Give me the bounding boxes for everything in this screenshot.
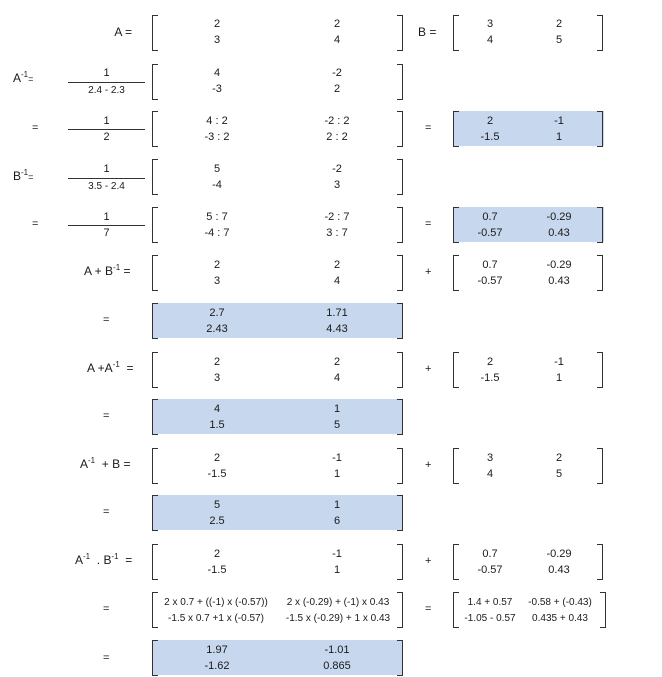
equals-sign: = xyxy=(103,603,110,615)
cell-Ainv-11: 2 xyxy=(486,356,494,368)
cell-Ainv-21: -1.5 xyxy=(207,564,227,576)
cell-sum3-11: 5 xyxy=(213,499,221,511)
cell-Ainv-11: 2 xyxy=(213,452,221,464)
cell-prodsimpl-12: -0.58 + (-0.43) xyxy=(528,597,592,608)
equals-sign: = xyxy=(103,506,110,518)
cell-adjB-22: 3 xyxy=(333,179,341,191)
cell-adjBdiv-22: 3 : 7 xyxy=(326,227,348,239)
equals-sign: = xyxy=(32,122,39,134)
cell-adjA-11: 4 xyxy=(213,67,221,79)
cell-A-22: 4 xyxy=(333,372,341,384)
cell-A-11: 2 xyxy=(213,259,221,271)
cell-Ainv-12: -1 xyxy=(554,356,564,368)
cell-B-11: 3 xyxy=(486,18,494,30)
fraction-bar xyxy=(68,178,145,179)
cell-adjBdiv-12: -2 : 7 xyxy=(324,211,350,223)
bracket-right xyxy=(597,544,603,580)
fraction-numerator: 1 xyxy=(103,163,110,175)
cell-Ainv-22: 1 xyxy=(333,564,341,576)
cell-B-11: 3 xyxy=(486,452,494,464)
cell-B-21: 4 xyxy=(486,468,494,480)
cell-adjAdiv-11: 4 : 2 xyxy=(206,115,228,127)
cell-Binv-21: -0.57 xyxy=(477,227,503,239)
bracket-right xyxy=(597,15,603,51)
equals-sign: = xyxy=(425,218,432,230)
bracket-left xyxy=(453,448,459,484)
cell-Binv-11: 0.7 xyxy=(482,211,498,223)
fraction-denominator: 2 xyxy=(103,131,110,143)
cell-prodsimpl-11: 1.4 + 0.57 xyxy=(467,597,513,608)
fraction-denominator: 2.4 - 2.3 xyxy=(88,85,125,96)
bracket-left xyxy=(453,111,459,147)
plus-sign: + xyxy=(425,555,432,567)
equals-sign: = xyxy=(425,122,432,134)
bracket-left xyxy=(152,640,158,676)
cell-A-11: 2 xyxy=(213,356,221,368)
cell-Binv-22: 0.43 xyxy=(548,564,570,576)
cell-adjAdiv-12: -2 : 2 xyxy=(324,115,350,127)
fraction-bar xyxy=(68,225,145,226)
cell-A-22: 4 xyxy=(333,275,341,287)
bracket-left xyxy=(453,15,459,51)
cell-Ainv-11: 2 xyxy=(486,115,494,127)
cell-B-21: 4 xyxy=(486,34,494,46)
bracket-left xyxy=(152,448,158,484)
fraction-numerator: 1 xyxy=(103,67,110,79)
fraction-denominator: 7 xyxy=(103,227,110,239)
cell-Binv-21: -0.57 xyxy=(477,275,503,287)
cell-Ainv-21: -1.5 xyxy=(480,372,500,384)
cell-B-12: 2 xyxy=(555,18,563,30)
bracket-right xyxy=(397,399,403,435)
label-b-eq: B = xyxy=(418,25,437,39)
cell-prodres-12: -1.01 xyxy=(324,644,350,656)
label-a-plus-a-inverse: $A +A^{-1}$ = xyxy=(87,360,134,375)
cell-sum3-21: 2.5 xyxy=(209,515,225,527)
bracket-left xyxy=(453,255,459,291)
equals-sign: = xyxy=(103,652,110,664)
plus-sign: + xyxy=(425,266,432,278)
cell-Binv-12: -0.29 xyxy=(546,259,572,271)
label-a-inverse-dot-b-inverse: $A^{-1}$ . $B^{-1}$ = xyxy=(75,552,133,567)
cell-Ainv-12: -1 xyxy=(554,115,564,127)
bracket-right xyxy=(397,303,403,339)
bracket-right xyxy=(397,592,403,628)
bracket-right xyxy=(397,159,403,195)
plus-sign: + xyxy=(425,363,432,375)
cell-prodexpr-21: -1.5 x 0.7 +1 x (-0.57) xyxy=(168,613,264,624)
cell-adjA-22: 2 xyxy=(333,83,341,95)
equals-sign: = xyxy=(425,603,432,615)
cell-A-12: 2 xyxy=(333,18,341,30)
label-a-inverse: $A^{-1}=$ xyxy=(13,70,34,85)
cell-sum1-11: 2.7 xyxy=(209,307,225,319)
cell-adjAdiv-21: -3 : 2 xyxy=(204,131,230,143)
bracket-right xyxy=(397,15,403,51)
bracket-left xyxy=(453,352,459,388)
bracket-right xyxy=(597,207,603,243)
bracket-right xyxy=(397,111,403,147)
cell-A-21: 3 xyxy=(213,34,221,46)
cell-A-12: 2 xyxy=(333,259,341,271)
bracket-left xyxy=(152,544,158,580)
cell-prodres-11: 1.97 xyxy=(206,644,228,656)
cell-sum2-21: 1.5 xyxy=(209,419,225,431)
cell-Ainv-12: -1 xyxy=(332,548,342,560)
bracket-left xyxy=(152,352,158,388)
cell-A-22: 4 xyxy=(333,34,341,46)
cell-B-22: 5 xyxy=(555,34,563,46)
bracket-left xyxy=(152,255,158,291)
cell-A-11: 2 xyxy=(213,18,221,30)
cell-Ainv-12: -1 xyxy=(332,452,342,464)
cell-prodsimpl-21: -1.05 - 0.57 xyxy=(464,613,516,624)
cell-sum1-21: 2.43 xyxy=(206,323,228,335)
cell-Binv-22: 0.43 xyxy=(548,275,570,287)
label-a-inverse-plus-b: $A^{-1} + B$ = xyxy=(80,456,131,471)
cell-adjB-12: -2 xyxy=(332,163,342,175)
cell-B-22: 5 xyxy=(555,468,563,480)
cell-adjA-12: -2 xyxy=(332,67,342,79)
cell-sum2-11: 4 xyxy=(213,403,221,415)
cell-adjB-11: 5 xyxy=(213,163,221,175)
label-b-inverse: $B^{-1}=$ xyxy=(13,168,34,183)
equals-sign: = xyxy=(32,218,39,230)
cell-A-12: 2 xyxy=(333,356,341,368)
cell-Binv-11: 0.7 xyxy=(482,259,498,271)
bracket-left xyxy=(152,111,158,147)
bracket-right xyxy=(597,111,603,147)
bracket-right xyxy=(600,592,606,628)
bracket-left xyxy=(152,15,158,51)
cell-adjB-21: -4 xyxy=(212,179,222,191)
fraction-numerator: 1 xyxy=(103,115,110,127)
cell-Ainv-11: 2 xyxy=(213,548,221,560)
cell-prodres-22: 0.865 xyxy=(323,660,351,672)
bracket-right xyxy=(397,448,403,484)
cell-sum1-12: 1.71 xyxy=(326,307,348,319)
fraction-numerator: 1 xyxy=(103,211,110,223)
cell-prodres-21: -1.62 xyxy=(204,660,230,672)
cell-sum3-22: 6 xyxy=(333,515,341,527)
bracket-right xyxy=(397,64,403,100)
cell-Ainv-21: -1.5 xyxy=(207,468,227,480)
bracket-left xyxy=(152,64,158,100)
cell-sum3-12: 1 xyxy=(333,499,341,511)
cell-Binv-11: 0.7 xyxy=(482,548,498,560)
bracket-left xyxy=(152,303,158,339)
bracket-right xyxy=(397,640,403,676)
cell-Ainv-22: 1 xyxy=(555,372,563,384)
bracket-left xyxy=(152,207,158,243)
bracket-left xyxy=(152,159,158,195)
cell-adjAdiv-22: 2 : 2 xyxy=(326,131,348,143)
bracket-right xyxy=(597,255,603,291)
cell-prodexpr-12: 2 x (-0.29) + (-1) x 0.43 xyxy=(286,597,390,608)
bracket-left xyxy=(152,399,158,435)
cell-sum2-22: 5 xyxy=(333,419,341,431)
cell-adjBdiv-11: 5 : 7 xyxy=(206,211,228,223)
bracket-left xyxy=(453,544,459,580)
bracket-right xyxy=(397,495,403,531)
plus-sign: + xyxy=(425,459,432,471)
bracket-right xyxy=(597,448,603,484)
cell-Binv-21: -0.57 xyxy=(477,564,503,576)
label-a-plus-b-inverse: $A + B^{-1}$ = xyxy=(84,263,131,278)
bracket-right xyxy=(397,352,403,388)
bracket-left xyxy=(453,207,459,243)
cell-sum1-22: 4.43 xyxy=(326,323,348,335)
cell-Ainv-21: -1.5 xyxy=(480,131,500,143)
cell-prodexpr-22: -1.5 x (-0.29) + 1 x 0.43 xyxy=(285,613,391,624)
cell-prodsimpl-22: 0.435 + 0.43 xyxy=(532,613,588,624)
label-a-eq: A = xyxy=(114,25,132,39)
bracket-right xyxy=(397,544,403,580)
fraction-bar xyxy=(68,82,145,83)
cell-Binv-22: 0.43 xyxy=(548,227,570,239)
equals-sign: = xyxy=(103,314,110,326)
bracket-right xyxy=(397,207,403,243)
cell-Ainv-22: 1 xyxy=(555,131,563,143)
cell-adjBdiv-21: -4 : 7 xyxy=(204,227,230,239)
bracket-right xyxy=(397,255,403,291)
cell-A-21: 3 xyxy=(213,275,221,287)
cell-Ainv-22: 1 xyxy=(333,468,341,480)
equals-sign: = xyxy=(103,410,110,422)
cell-B-12: 2 xyxy=(555,452,563,464)
bracket-left xyxy=(152,495,158,531)
cell-Binv-12: -0.29 xyxy=(546,211,572,223)
cell-Binv-12: -0.29 xyxy=(546,548,572,560)
cell-sum2-12: 1 xyxy=(333,403,341,415)
fraction-denominator: 3.5 - 2.4 xyxy=(88,181,125,192)
cell-adjA-21: -3 xyxy=(212,83,222,95)
cell-prodexpr-11: 2 x 0.7 + ((-1) x (-0.57)) xyxy=(164,597,268,608)
fraction-bar xyxy=(68,129,145,130)
bracket-right xyxy=(597,352,603,388)
cell-A-21: 3 xyxy=(213,372,221,384)
